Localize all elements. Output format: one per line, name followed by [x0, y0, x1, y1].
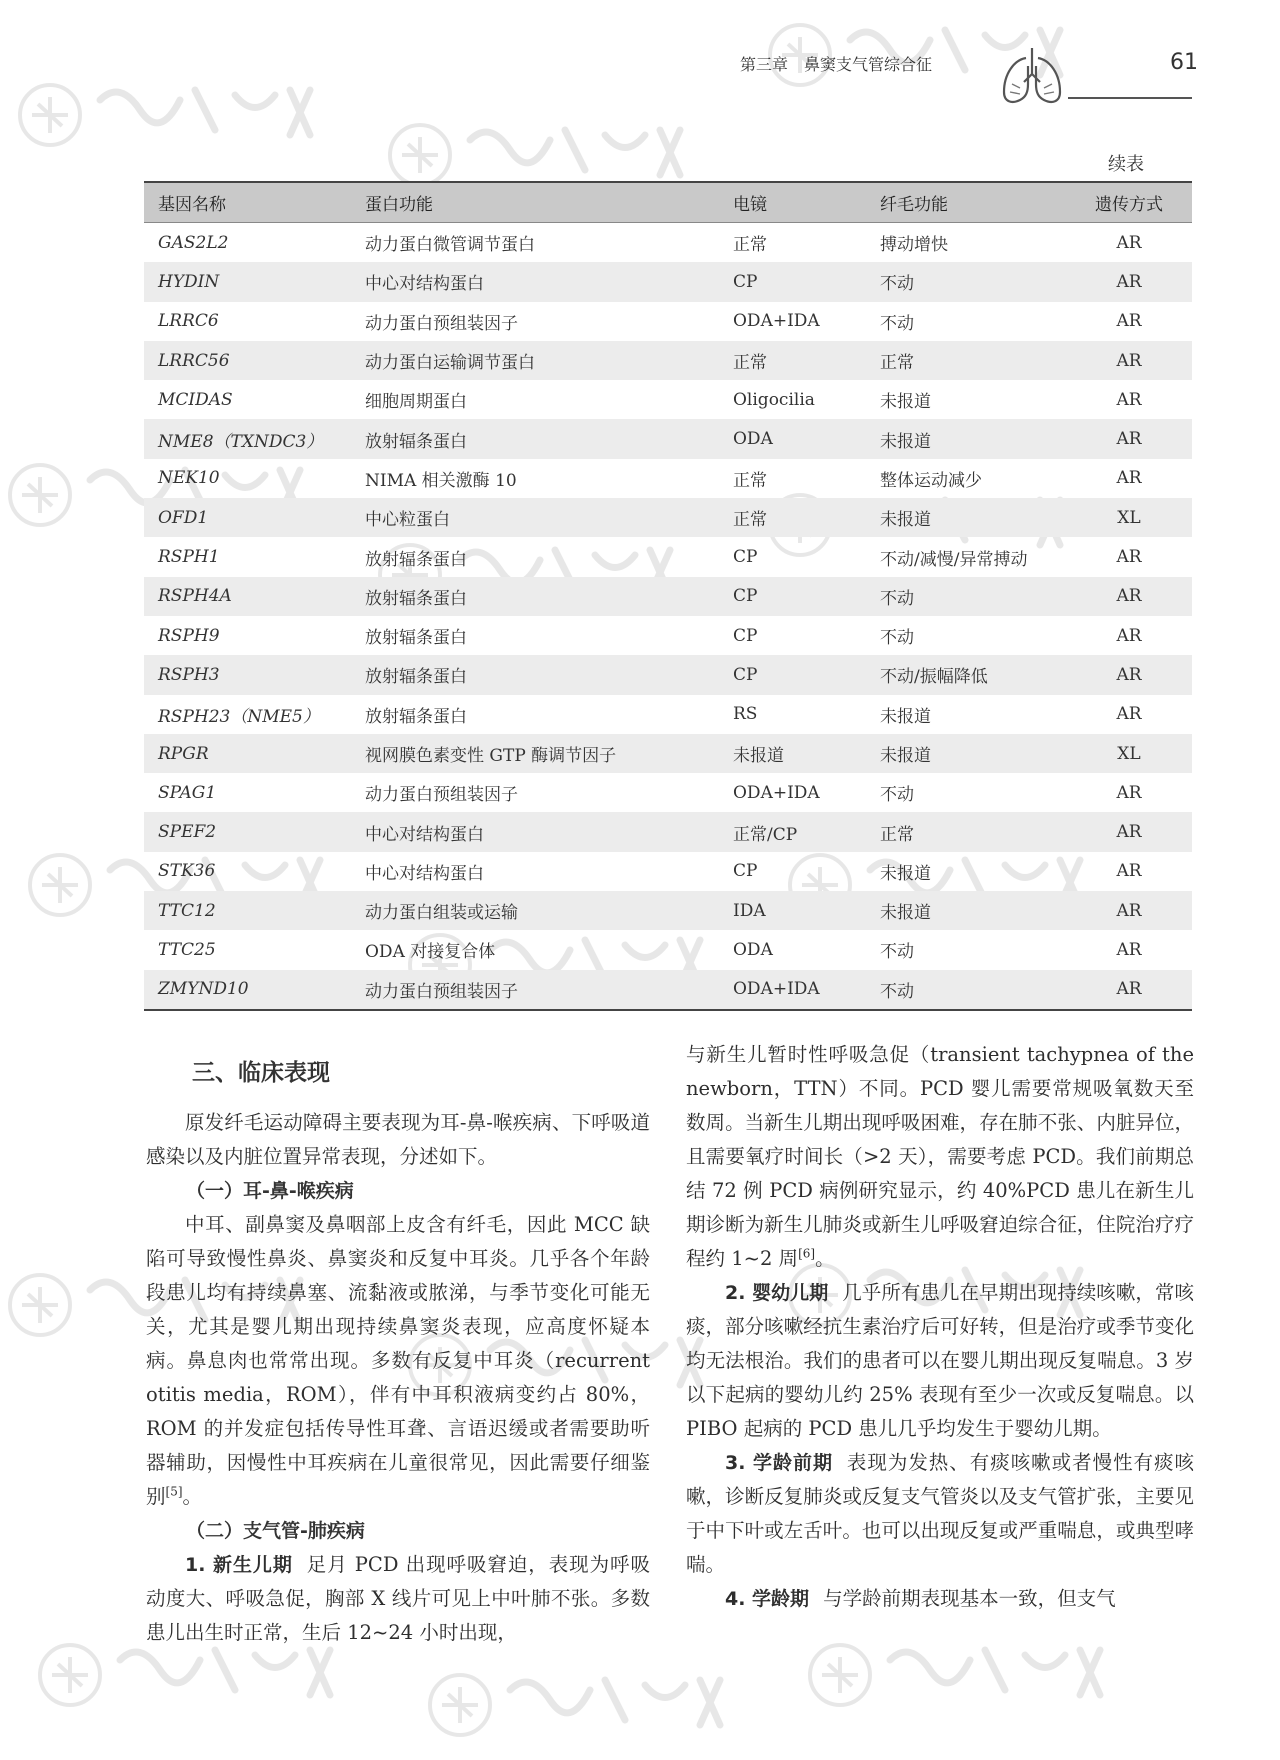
cilia-function-cell: 不动: [866, 577, 1066, 616]
citation-6: [6]: [798, 1246, 816, 1261]
gene-name-cell: NME8（TXNDC3）: [144, 419, 351, 458]
gene-name-cell: RPGR: [144, 734, 351, 773]
em-cell: RS: [733, 704, 758, 725]
cilia-function-cell: 未报道: [880, 392, 931, 413]
gene-name-cell: ZMYND10: [144, 970, 351, 1010]
em-cell: 正常: [733, 235, 767, 256]
ent-paragraph: [146, 1208, 650, 1514]
gene-name-cell: MCIDAS: [158, 389, 233, 410]
em-cell: CP: [719, 577, 866, 616]
school-text: 与学龄前期表现基本一致，但支气: [823, 1587, 1116, 1610]
cilia-function-cell: 不动/振幅降低: [866, 655, 1066, 694]
protein-function-cell: 放射辐条蛋白: [365, 628, 467, 649]
publisher-watermark: [10, 60, 350, 170]
protein-function-cell: 细胞周期蛋白: [365, 392, 467, 413]
em-cell: 未报道: [719, 734, 866, 773]
section-title-clinical: 三、临床表现: [192, 1060, 330, 1086]
em-cell: Oligocilia: [733, 389, 815, 410]
cilia-function-cell: 不动: [866, 970, 1066, 1010]
right-text-column: [686, 1038, 1194, 1616]
protein-function-cell: 放射辐条蛋白: [351, 419, 719, 458]
inheritance-cell: AR: [1116, 389, 1142, 410]
newborn-paragraph: [146, 1548, 650, 1650]
inheritance-cell: AR: [1066, 970, 1192, 1010]
gene-name-cell: RSPH1: [158, 547, 220, 568]
protein-function-cell: 放射辐条蛋白: [365, 706, 467, 727]
inheritance-cell: AR: [1116, 939, 1142, 960]
preschool-text: 表现为发热、有痰咳嗽或者慢性有痰咳嗽，诊断反复肺炎或反复支气管炎以及支气管扩张，主要见于中下叶或左舌叶。也可以出现反复或严重喘息，或典型哮喘。: [686, 1451, 1194, 1576]
protein-function-cell: 中心粒蛋白: [351, 498, 719, 537]
protein-function-cell: 动力蛋白组装或运输: [351, 891, 719, 930]
gene-name-cell: RSPH9: [158, 625, 220, 646]
inheritance-cell: AR: [1116, 232, 1142, 253]
protein-function-cell: 动力蛋白预组装因子: [351, 970, 719, 1010]
gene-name-cell: STK36: [158, 861, 216, 882]
cilia-function-cell: 正常: [866, 812, 1066, 851]
newborn-continued-paragraph: [686, 1038, 1194, 1276]
cilia-function-cell: 未报道: [866, 419, 1066, 458]
publisher-logo-icon: [810, 1645, 870, 1705]
page-number: 61: [1170, 50, 1198, 75]
table-row: [144, 537, 1192, 576]
table-row: [144, 341, 1192, 380]
cilia-function-cell: 未报道: [866, 498, 1066, 537]
ent-paragraph-text: 中耳、副鼻窦及鼻咽部上皮含有纤毛，因此 MCC 缺陷可导致慢性鼻炎、鼻窦炎和反复中耳炎。几乎各个年龄段患儿均有持续鼻塞、流黏液或脓涕，与季节变化可能无关，尤其是婴儿期出现持续鼻窦炎表现，应高度怀疑本病。鼻息肉也常常出现。多数有反复中耳炎（recurrent otitis media，ROM），伴有中耳积液病变约占 80%，ROM 的并发症包括传导性耳聋、言语迟缓或者需要助听器辅助，因慢性中耳疾病在儿童很常见，因此需要仔细鉴别: [146, 1213, 650, 1508]
em-cell: CP: [733, 861, 758, 882]
inheritance-cell: AR: [1116, 861, 1142, 882]
column-header-gene: 基因名称: [144, 182, 351, 223]
publisher-watermark: [800, 1620, 1140, 1730]
cilia-function-cell: 不动: [866, 262, 1066, 301]
gene-name-cell: RSPH23（NME5）: [158, 706, 320, 727]
publisher-logo-icon: [30, 855, 90, 915]
protein-function-cell: NIMA 相关激酶 10: [365, 470, 517, 491]
em-cell: IDA: [719, 891, 866, 930]
publisher-logo-icon: [20, 85, 80, 145]
inheritance-cell: AR: [1066, 812, 1192, 851]
publisher-logo-icon: [10, 465, 70, 525]
table-row: [144, 812, 1192, 851]
inheritance-cell: XL: [1066, 734, 1192, 773]
gene-name-cell: SPEF2: [144, 812, 351, 851]
table-row: [144, 773, 1192, 812]
em-cell: ODA: [719, 419, 866, 458]
em-cell: 正常: [719, 498, 866, 537]
table-row: [144, 930, 1192, 969]
protein-function-cell: 动力蛋白运输调节蛋白: [351, 341, 719, 380]
cilia-function-cell: 不动: [880, 628, 914, 649]
gene-name-cell: RSPH3: [144, 655, 351, 694]
em-cell: ODA: [733, 939, 773, 960]
table-row: [144, 891, 1192, 930]
protein-function-cell: 视网膜色素变性 GTP 酶调节因子: [351, 734, 719, 773]
protein-function-cell: 放射辐条蛋白: [351, 655, 719, 694]
inheritance-cell: AR: [1066, 262, 1192, 301]
em-cell: CP: [719, 655, 866, 694]
school-paragraph: [686, 1582, 1194, 1616]
protein-function-cell: 放射辐条蛋白: [351, 577, 719, 616]
em-cell: CP: [719, 262, 866, 301]
protein-function-cell: 动力蛋白预组装因子: [365, 313, 518, 334]
gene-name-cell: TTC25: [158, 939, 216, 960]
column-header-em: 电镜: [719, 182, 866, 223]
protein-function-cell: 放射辐条蛋白: [365, 549, 467, 570]
inheritance-cell: AR: [1116, 704, 1142, 725]
gene-name-cell: HYDIN: [144, 262, 351, 301]
citation-5: [5]: [165, 1484, 183, 1499]
inheritance-cell: AR: [1116, 782, 1142, 803]
publisher-logo-icon: [40, 1645, 100, 1705]
table-row: [144, 262, 1192, 301]
em-cell: 正常: [719, 341, 866, 380]
school-lead: 4. 学龄期: [725, 1588, 810, 1610]
table-row: [144, 852, 1192, 891]
table-row: [144, 419, 1192, 458]
protein-function-cell: 中心对结构蛋白: [351, 812, 719, 851]
em-cell: ODA+IDA: [719, 970, 866, 1010]
em-cell: CP: [733, 625, 758, 646]
publisher-watermark: [420, 1650, 760, 1760]
table-row: [144, 380, 1192, 419]
inheritance-cell: AR: [1066, 891, 1192, 930]
table-row: [144, 616, 1192, 655]
em-cell: ODA+IDA: [733, 311, 820, 332]
infant-paragraph: [686, 1276, 1194, 1446]
newborn-text: 足月 PCD 出现呼吸窘迫，表现为呼吸动度大、呼吸急促，胸部 X 线片可见上中叶肺不张。多数患儿出生时正常，生后 12~24 小时出现，: [146, 1553, 650, 1644]
inheritance-cell: AR: [1116, 547, 1142, 568]
publisher-logo-icon: [390, 125, 450, 185]
preschool-paragraph: [686, 1446, 1194, 1582]
inheritance-cell: AR: [1066, 655, 1192, 694]
left-text-column: [146, 1056, 650, 1650]
inheritance-cell: AR: [1116, 625, 1142, 646]
table-row: [144, 970, 1192, 1010]
subsection-title-ent: （一）耳-鼻-喉疾病: [186, 1180, 354, 1202]
cilia-function-cell: 正常: [866, 341, 1066, 380]
cilia-function-cell: 未报道: [880, 863, 931, 884]
protein-function-cell: 动力蛋白预组装因子: [365, 785, 518, 806]
gene-name-cell: NEK10: [158, 468, 220, 489]
newborn-lead: 1. 新生儿期: [185, 1554, 293, 1576]
table-row: [144, 577, 1192, 616]
column-header-cilia-function: 纤毛功能: [866, 182, 1066, 223]
lungs-icon: [998, 44, 1066, 110]
newborn-continued-text: 与新生儿暂时性呼吸急促（transient tachypnea of the newborn，TTN）不同。PCD 婴儿需要常规吸氧数天至数周。当新生儿期出现呼吸困难，存在肺不张、内脏异位，且需要氧疗时间长（>2 天），需要考虑 PCD。我们前期总结 72 例 PCD 病例研究显示，约 40%PCD 患儿在新生儿期诊断为新生儿肺炎或新生儿呼吸窘迫综合征，住院治疗疗程约 1~2 周: [686, 1043, 1194, 1270]
table-row: [144, 223, 1192, 263]
gene-table: [144, 181, 1192, 1011]
newborn-continued-end: 。: [815, 1247, 835, 1270]
infant-text: 几乎所有患儿在早期出现持续咳嗽，常咳痰，部分咳嗽经抗生素治疗后可好转，但是治疗或季节变化均无法根治。我们的患者可以在婴儿期出现反复喘息。3 岁以下起病的婴幼儿约 25% 表现有至少一次或反复喘息。以 PIBO 起病的 PCD 患儿几乎均发生于婴幼儿期。: [686, 1281, 1194, 1440]
column-header-protein-function: 蛋白功能: [351, 182, 719, 223]
em-cell: 正常/CP: [719, 812, 866, 851]
cilia-function-cell: 未报道: [866, 734, 1066, 773]
cilia-function-cell: 搏动增快: [880, 235, 948, 256]
subsection-title-lung: （二）支气管-肺疾病: [186, 1520, 365, 1542]
ent-paragraph-end: 。: [182, 1485, 203, 1508]
inheritance-cell: XL: [1066, 498, 1192, 537]
table-row: [144, 498, 1192, 537]
table-row: [144, 695, 1192, 734]
intro-paragraph: 原发纤毛运动障碍主要表现为耳-鼻-喉疾病、下呼吸道感染以及内脏位置异常表现，分述如下。: [146, 1111, 650, 1168]
gene-name-cell: RSPH4A: [144, 577, 351, 616]
protein-function-cell: ODA 对接复合体: [365, 942, 496, 963]
gene-name-cell: TTC12: [144, 891, 351, 930]
cilia-function-cell: 未报道: [880, 706, 931, 727]
table-continuation-label: 续表: [1108, 154, 1144, 175]
inheritance-cell: AR: [1116, 311, 1142, 332]
publisher-logo-icon: [430, 1675, 490, 1735]
cilia-function-cell: 未报道: [866, 891, 1066, 930]
cilia-function-cell: 不动: [880, 313, 914, 334]
preschool-lead: 3. 学龄前期: [725, 1452, 833, 1474]
table-row: [144, 734, 1192, 773]
table-row: [144, 655, 1192, 694]
inheritance-cell: AR: [1066, 577, 1192, 616]
gene-name-cell: SPAG1: [158, 782, 217, 803]
em-cell: CP: [733, 547, 758, 568]
table-row: [144, 459, 1192, 498]
protein-function-cell: 动力蛋白微管调节蛋白: [365, 235, 535, 256]
protein-function-cell: 中心对结构蛋白: [351, 262, 719, 301]
cilia-function-cell: 整体运动减少: [880, 470, 982, 491]
column-header-inheritance: 遗传方式: [1066, 182, 1192, 223]
inheritance-cell: AR: [1066, 341, 1192, 380]
gene-name-cell: GAS2L2: [158, 232, 229, 253]
header-rule: [1068, 97, 1192, 99]
cilia-function-cell: 不动/减慢/异常搏动: [880, 549, 1028, 570]
em-cell: ODA+IDA: [733, 782, 820, 803]
gene-name-cell: OFD1: [144, 498, 351, 537]
protein-function-cell: 中心对结构蛋白: [365, 863, 484, 884]
gene-name-cell: LRRC6: [158, 311, 219, 332]
infant-lead: 2. 婴幼儿期: [725, 1282, 829, 1304]
publisher-logo-icon: [10, 1275, 70, 1335]
em-cell: 正常: [733, 470, 767, 491]
inheritance-cell: AR: [1066, 419, 1192, 458]
running-header-chapter: 第三章 鼻窦支气管综合征: [740, 55, 933, 74]
cilia-function-cell: 不动: [880, 942, 914, 963]
table-header-row: [144, 182, 1192, 223]
gene-name-cell: LRRC56: [144, 341, 351, 380]
inheritance-cell: AR: [1116, 468, 1142, 489]
cilia-function-cell: 不动: [880, 785, 914, 806]
table-row: [144, 302, 1192, 341]
